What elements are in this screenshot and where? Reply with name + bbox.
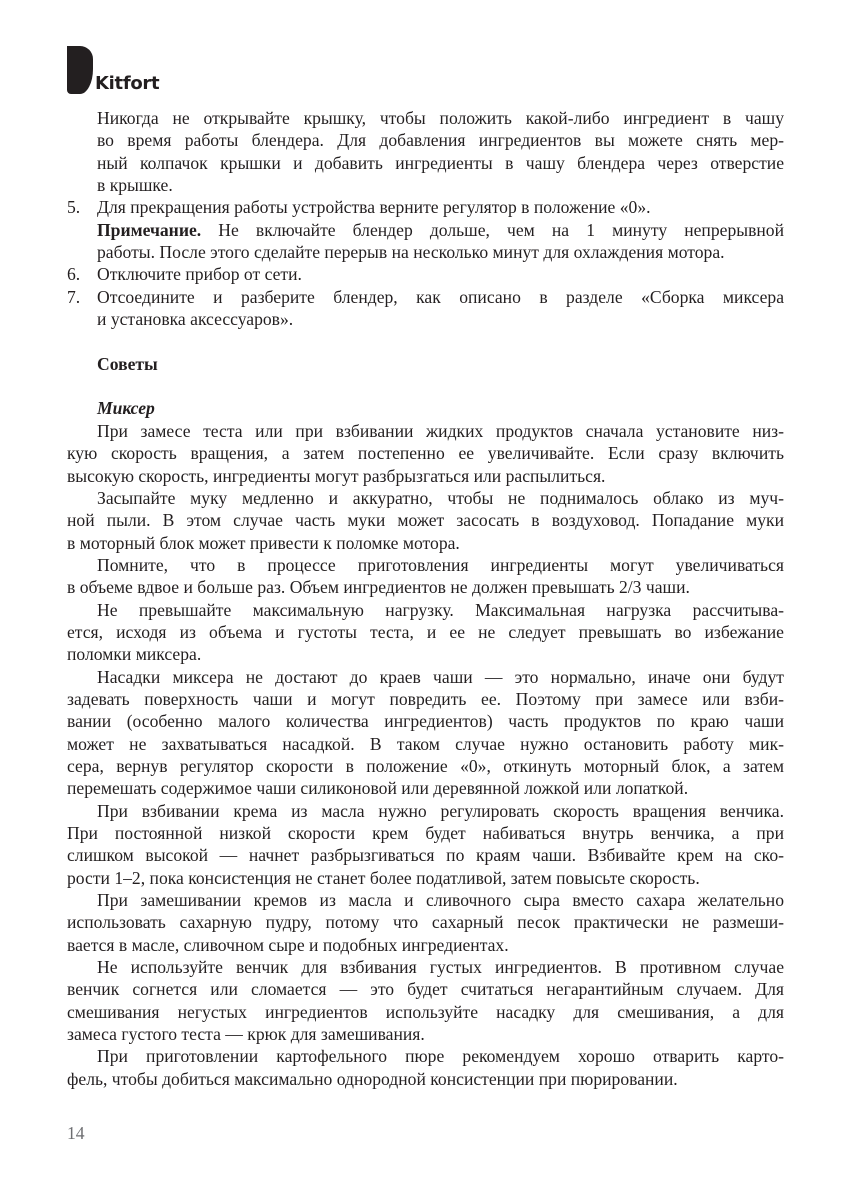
kitfort-logo-mark-icon	[67, 46, 93, 94]
text-line: Никогда не открывайте крышку, чтобы положить какой-либо ингредиент в чашу	[97, 108, 784, 128]
step-number: 7.	[67, 286, 81, 307]
continued-step-text	[67, 107, 784, 196]
text-line: При постоянной низкой скорости крем будет набиваться внутрь венчика, а при	[67, 823, 784, 843]
text-line: При замесе теста или при взбивании жидких продуктов сначала установите низ-	[97, 420, 784, 441]
text-line: Не используйте венчик для взбивания густых ингредиентов. В противном случае	[97, 957, 784, 978]
step-number: 5.	[67, 197, 81, 218]
note-line: работы. После этого сделайте перерыв на несколько минут для охлаждения мотора.	[97, 242, 725, 263]
text-line: во время работы блендера. Для добавления ингредиентов вы можете снять мер-	[97, 130, 784, 151]
paragraph	[67, 554, 784, 599]
paragraph	[67, 956, 784, 1045]
paragraph	[67, 599, 784, 666]
text-line: Не превышайте максимальную нагрузку. Максимальная нагрузка рассчитыва-	[97, 599, 784, 620]
text-line: ный колпачок крышки и добавить ингредиенты в чашу блендера через отверстие	[97, 152, 784, 173]
page-number: 14	[67, 1123, 85, 1143]
paragraph	[67, 487, 784, 554]
paragraph	[67, 420, 784, 487]
paragraph	[67, 889, 784, 956]
text-line: венчик согнется или сломается — это будет считаться негарантийным случаем. Для	[67, 979, 784, 1000]
text-line: вается в масле, сливочном сыре и подобных ингредиентах.	[67, 934, 509, 955]
text-line: При взбивании крема из масла нужно регулировать скорость вращения венчика.	[97, 800, 784, 821]
step-text: Для прекращения работы устройства верните регулятор в положение «0».	[97, 197, 651, 218]
step-text: Отключите прибор от сети.	[97, 264, 302, 285]
text-line: фель, чтобы добиться максимально однородной консистенции при пюрировании.	[67, 1068, 678, 1089]
text-line: использовать сахарную пудру, потому что сахарный песок практически не размеши-	[67, 912, 784, 933]
text-line: перемешать содержимое чаши силиконовой или деревянной ложкой или лопаткой.	[67, 778, 689, 799]
text-line: высокую скорость, ингредиенты могут разбрызгаться или распылиться.	[67, 465, 606, 486]
note-text: Не включайте блендер дольше, чем на 1 минуту непрерывной	[218, 219, 785, 240]
text-line: Насадки миксера не достают до краев чаши — это нормально, иначе они будут	[97, 666, 784, 687]
document-body	[67, 107, 784, 1090]
step-number: 6.	[67, 264, 81, 285]
text-line: может не захватываться насадкой. В таком случае нужно остановить работу мик-	[67, 733, 784, 754]
step-text: Отсоедините и разберите блендер, как описано в разделе «Сборка миксера	[97, 286, 784, 307]
text-line: При приготовлении картофельного пюре рекомендуем хорошо отварить карто-	[97, 1046, 784, 1067]
paragraph	[67, 800, 784, 889]
kitfort-logo	[67, 46, 177, 96]
text-line: смешивания негустых ингредиентов используйте насадку для смешивания, а для	[67, 1001, 784, 1022]
text-line: слишком высокой — начнет разбрызгиваться по краям чаши. Взбивайте крем на ско-	[67, 845, 784, 866]
step-text: и установка аксессуаров».	[97, 309, 294, 330]
text-line: вании (особенно малого количества ингредиентов) часть продуктов по краю чаши	[67, 711, 784, 732]
text-line: в объеме вдвое и больше раз. Объем ингредиентов не должен превышать 2/3 чаши.	[67, 577, 690, 598]
tips-heading: Советы	[97, 353, 158, 374]
text-line: поломки миксера.	[67, 644, 202, 665]
paragraph	[67, 1045, 784, 1090]
note-line	[97, 219, 784, 241]
text-line: кую скорость вращения, а затем постепенно ее увеличивайте. Если сразу включить	[67, 443, 784, 464]
text-line: При замешивании кремов из масла и сливочного сыра вместо сахара желательно	[97, 890, 784, 911]
mixer-heading: Миксер	[97, 398, 155, 419]
text-line: задевать поверхность чаши и могут повредить ее. Поэтому при замесе или взби-	[67, 688, 784, 709]
step-6	[67, 263, 784, 285]
text-line: ной пыли. В этом случае часть муки может засосать в воздуховод. Попадание муки	[67, 510, 784, 531]
paragraph	[67, 666, 784, 800]
note-label: Примечание.	[97, 219, 202, 240]
text-line: Помните, что в процессе приготовления ингредиенты могут увеличиваться	[97, 554, 784, 575]
text-line: сера, вернув регулятор скорости в положение «0», откинуть моторный блок, а затем	[67, 755, 784, 776]
text-line: Засыпайте муку медленно и аккуратно, чтобы не поднималось облако из муч-	[97, 487, 784, 508]
text-line: рости 1–2, пока консистенция не станет более податливой, затем повысьте скорость.	[67, 867, 700, 888]
text-line: в моторный блок может привести к поломке мотора.	[67, 532, 460, 553]
brand-name: Kitfort	[95, 73, 160, 94]
step-7	[67, 286, 784, 331]
text-line: ется, исходя из объема и густоты теста, и ее не следует превышать во избежание	[67, 621, 784, 642]
step-5	[67, 196, 784, 263]
text-line: замеса густого теста — крюк для замешивания.	[67, 1024, 425, 1045]
text-line: в крышке.	[97, 175, 173, 196]
